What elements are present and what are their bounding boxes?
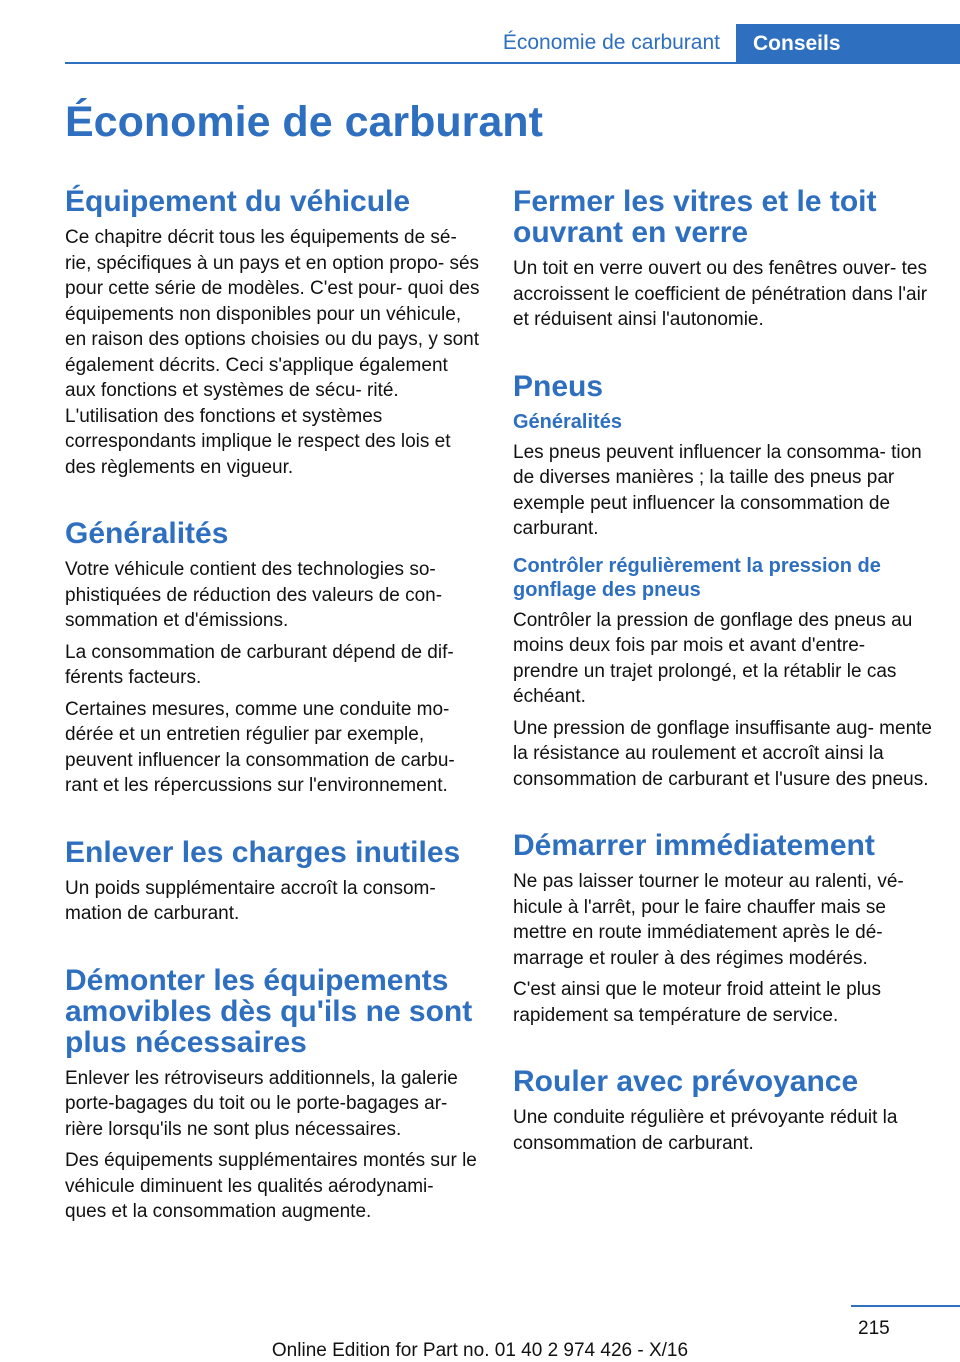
section-heading: Rouler avec prévoyance <box>513 1065 859 1098</box>
paragraph: Les pneus peuvent influencer la consomma‐ tion de diverses manières ; la taille des pneus par exemple peut influencer la consommation de carburant. <box>513 441 922 539</box>
paragraph: La consommation de carburant dépend de dif‐ férents facteurs. <box>65 641 454 688</box>
subsection-heading: Généralités <box>513 410 622 433</box>
paragraph: Un poids supplémentaire accroît la consom‐ mation de carburant. <box>65 877 436 924</box>
paragraph: Un toit en verre ouvert ou des fenêtres ouver‐ tes accroissent le coefficient de pénétration dans l'air et réduisent ainsi l'autonomie. <box>513 258 928 330</box>
section-heading: Généralités <box>65 517 229 550</box>
section-heading: Enlever les charges inutiles <box>65 835 461 869</box>
paragraph: Enlever les rétroviseurs additionnels, la galerie porte-bagages du toit ou le porte-bagages ar‐ rière lorsqu'ils ne sont plus nécessaires. <box>65 1067 458 1140</box>
section-charges <box>65 837 480 927</box>
section-demonter <box>65 965 480 1225</box>
paragraph: Ce chapitre décrit tous les équipements de sé‐ rie, spécifiques à un pays et en option propo‐ sés pour cette série de modèles. C'est pour‐ quoi des équipements non disponibles pour un véhicule, en raison des options choisies ou du pays, y sont également décrits. Ceci s'applique également aux fonctions et systèmes de sécu‐ rité. L'utilisation des fonctions et systèmes correspondants implique le respect des lois et des règlements en vigueur. <box>65 227 480 478</box>
header-section-title: Économie de carburant <box>502 31 720 54</box>
paragraph: Une conduite régulière et prévoyante réduit la consommation de carburant. <box>513 1107 898 1154</box>
subsection-generalites <box>513 410 933 542</box>
subsection-pression <box>513 554 933 793</box>
section-vitres <box>513 186 933 333</box>
paragraph: Certaines mesures, comme une conduite mo‐ dérée et un entretien régulier par exemple, peuvent influencer la consommation de carbu‐ rant et les répercussions sur l'environnement. <box>65 698 455 796</box>
section-prevoyance <box>513 1066 933 1156</box>
paragraph: Votre véhicule contient des technologies so‐ phistiquées de réduction des valeurs de con‐ sommation et d'émissions. <box>65 559 443 631</box>
section-equipement <box>65 186 480 480</box>
paragraph: Des équipements supplémentaires montés sur le véhicule diminuent les qualités aérodynami‐ ques et la consommation augmente. <box>65 1150 477 1222</box>
paragraph: C'est ainsi que le moteur froid atteint le plus rapidement sa température de service. <box>513 979 881 1026</box>
header-rule <box>65 62 960 64</box>
section-heading: Pneus <box>513 369 604 403</box>
paragraph: Une pression de gonflage insuffisante aug‐ mente la résistance au roulement et accroît ainsi la consommation de carburant et l'usure des pneus. <box>513 717 932 790</box>
page-number-rule <box>851 1305 960 1307</box>
header-chapter-tab: Conseils <box>736 24 960 64</box>
paragraph: Ne pas laisser tourner le moteur au ralenti, vé‐ hicule à l'arrêt, pour le faire chauffer mais se mettre en route immédiatement après le dé‐ marrage et rouler à des régimes modérés. <box>513 871 904 969</box>
section-heading: Démonter les équipements amovibles dès qu'ils ne sont plus nécessaires <box>65 963 473 1059</box>
section-heading: Démarrer immédiatement <box>513 829 875 862</box>
page-number: 215 <box>858 1318 890 1339</box>
footer-edition-note: Online Edition for Part no. 01 40 2 974 426 - X/16 <box>271 1340 689 1361</box>
subsection-heading: Contrôler régulièrement la pression de gonflage des pneus <box>513 554 881 601</box>
section-heading: Équipement du véhicule <box>65 185 411 218</box>
right-column <box>513 186 933 1194</box>
paragraph: Contrôler la pression de gonflage des pneus au moins deux fois par mois et avant d'entre‐ prendre un trajet prolongé, et la rétablir le cas échéant. <box>513 609 913 707</box>
page-title: Économie de carburant <box>65 98 543 146</box>
section-demarrer <box>513 830 933 1028</box>
section-heading: Fermer les vitres et le toit ouvrant en verre <box>513 185 877 249</box>
left-column <box>65 186 480 1263</box>
section-generalites <box>65 518 480 799</box>
section-pneus <box>513 371 933 793</box>
